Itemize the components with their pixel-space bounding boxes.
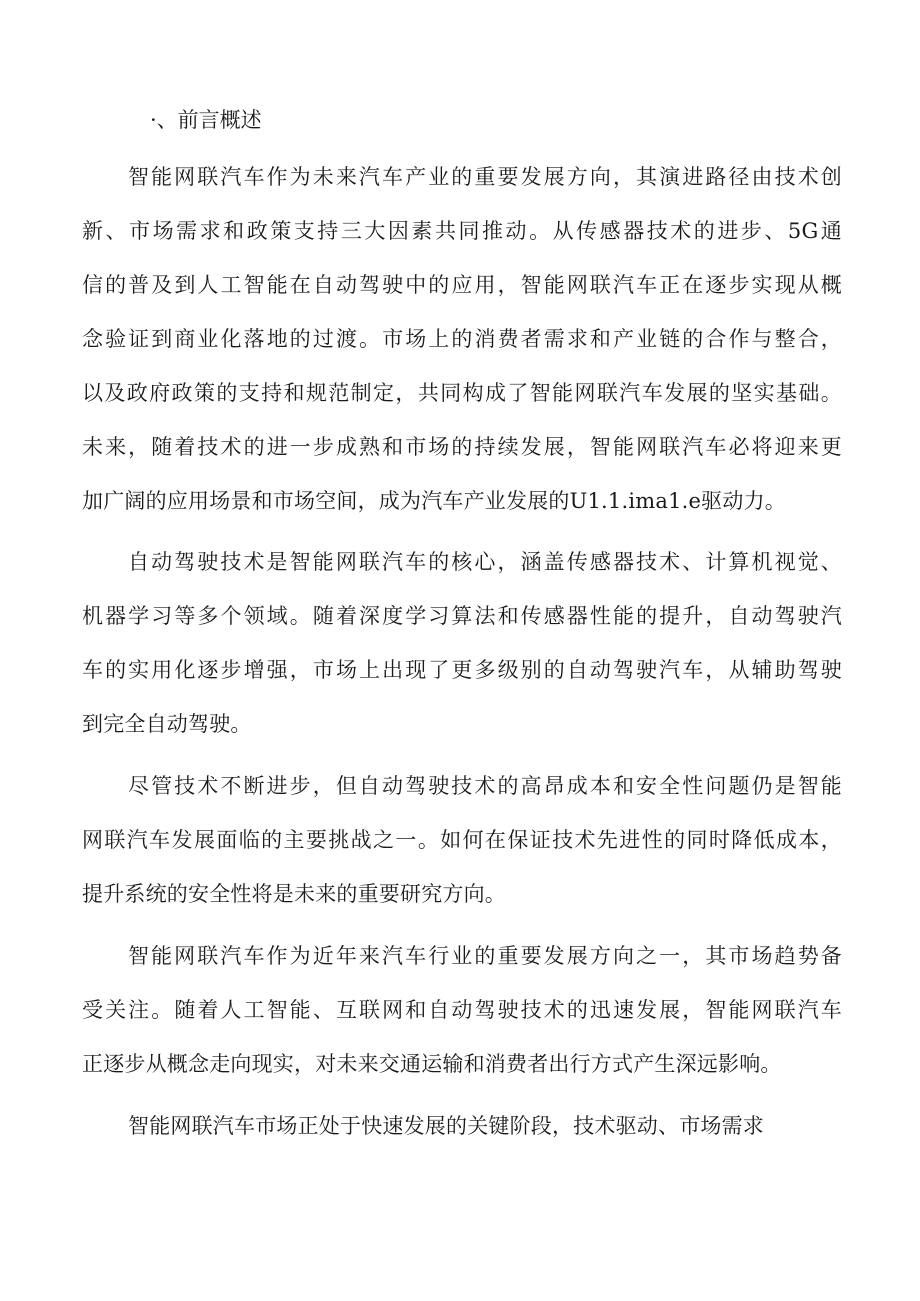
section-heading: ·、前言概述 [150, 108, 262, 132]
paragraph-line: 自动驾驶技术是智能网联汽车的核心，涵盖传感器技术、计算机视觉、 [128, 550, 842, 574]
paragraph-line: 智能网联汽车作为近年来汽车行业的重要发展方向之一，其市场趋势备 [128, 944, 842, 968]
paragraph-4 [82, 929, 842, 1091]
paragraph-line: 车的实用化逐步增强，市场上出现了更多级别的自动驾驶汽车，从辅助驾驶 [82, 658, 842, 682]
paragraph-line: 信的普及到人工智能在自动驾驶中的应用，智能网联汽车正在逐步实现从概 [82, 273, 842, 297]
paragraph-line: 念验证到商业化落地的过渡。市场上的消费者需求和产业链的合作与整合， [82, 327, 842, 351]
paragraph-line: 智能网联汽车作为未来汽车产业的重要发展方向，其演进路径由技术创 [128, 165, 842, 189]
paragraph-line: 到完全自动驾驶。 [82, 712, 252, 736]
paragraph-line: 新、市场需求和政策支持三大因素共同推动。从传感器技术的进步、5G通 [82, 219, 842, 243]
paragraph-line: 受关注。随着人工智能、互联网和自动驾驶技术的迅速发展，智能网联汽车 [82, 998, 842, 1022]
paragraph-1 [82, 150, 842, 528]
paragraph-5 [82, 1099, 842, 1153]
paragraph-3 [82, 759, 842, 921]
paragraph-line: 提升系统的安全性将是未来的重要研究方向。 [82, 882, 506, 906]
paragraph-line: 以及政府政策的支持和规范制定，共同构成了智能网联汽车发展的坚实基础。 [82, 381, 842, 405]
paragraph-line: 智能网联汽车市场正处于快速发展的关键阶段，技术驱动、市场需求 [128, 1114, 764, 1138]
paragraph-line: 加广阔的应用场景和市场空间，成为汽车产业发展的U1.1.ima1.e驱动力。 [82, 489, 786, 513]
paragraph-line: 网联汽车发展面临的主要挑战之一。如何在保证技术先进性的同时降低成本， [82, 828, 842, 852]
paragraph-line: 机器学习等多个领域。随着深度学习算法和传感器性能的提升，自动驾驶汽 [82, 604, 842, 628]
paragraph-2 [82, 535, 842, 751]
paragraph-line: 未来，随着技术的进一步成熟和市场的持续发展，智能网联汽车必将迎来更 [82, 435, 842, 459]
paragraph-line: 尽管技术不断进步，但自动驾驶技术的高昂成本和安全性问题仍是智能 [128, 774, 842, 798]
paragraph-line: 正逐步从概念走向现实，对未来交通运输和消费者出行方式产生深远影响。 [82, 1052, 782, 1076]
